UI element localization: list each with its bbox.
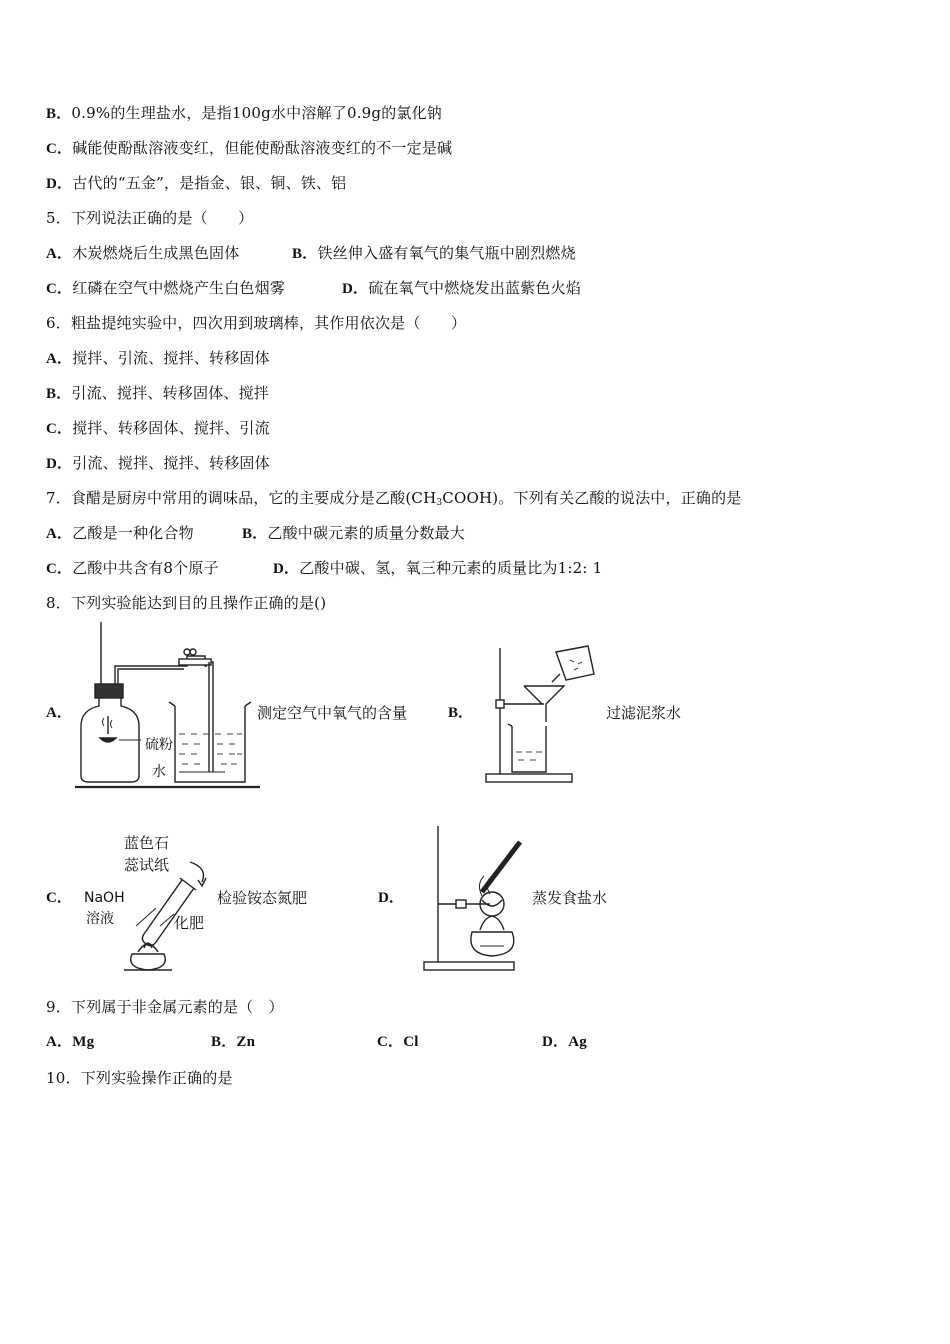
option-text: 搅拌、转移固体、搅拌、引流 <box>72 419 270 437</box>
option-text: 红磷在空气中燃烧产生白色烟雾 <box>72 279 286 297</box>
option-label: C． <box>46 421 73 437</box>
q7-stem-subscript: 3 <box>436 498 443 508</box>
option-text: 木炭燃烧后生成黑色固体 <box>72 244 240 262</box>
option-text: 乙酸中碳、氢，氧三种元素的质量比为1:2: 1 <box>299 559 603 577</box>
sulfur-powder-label: 硫粉 <box>145 737 173 753</box>
evaporation-apparatus <box>420 822 530 974</box>
q7-stem-part: 7．食醋是厨房中常用的调味品，它的主要成分是乙酸(CH <box>46 489 437 507</box>
q5-option-d <box>342 278 581 299</box>
q7-option-b <box>242 523 465 544</box>
water-label: 水 <box>152 764 166 780</box>
q8-option-a-label: A． <box>46 705 72 721</box>
q7-row-cd <box>46 558 746 578</box>
q8-stem: 8．下列实验能达到目的且操作正确的是() <box>46 594 327 612</box>
fertilizer-label: 化肥 <box>174 914 205 932</box>
q5-option-b <box>292 243 576 264</box>
q4-option-b <box>46 103 442 124</box>
option-text: 乙酸中碳元素的质量分数最大 <box>267 524 466 542</box>
filtration-apparatus <box>480 640 605 785</box>
q5-row-cd <box>46 278 746 298</box>
q5-option-c <box>46 278 285 299</box>
option-text: 乙酸中共含有8个原子 <box>72 559 219 577</box>
q9-option-c <box>377 1032 419 1052</box>
option-text: 引流、搅拌、转移固体、搅拌 <box>71 384 270 402</box>
option-label: B． <box>242 526 268 542</box>
option-label: A． <box>46 246 73 262</box>
option-label: A． <box>46 526 73 542</box>
option-label: B． <box>292 246 318 262</box>
q5-row-ab <box>46 243 746 263</box>
q8-option-d-caption: 蒸发食盐水 <box>532 889 608 907</box>
option-label: C． <box>46 561 73 577</box>
q8-option-b-caption: 过滤泥浆水 <box>606 704 682 722</box>
option-text: 搅拌、引流、搅拌、转移固体 <box>72 349 270 367</box>
option-label: A． <box>46 1034 73 1050</box>
option-label: C． <box>46 141 73 157</box>
litmus-label-line1: 蓝色石 <box>124 834 170 852</box>
q9-option-b <box>211 1032 255 1052</box>
option-label: A． <box>46 351 73 367</box>
q8-option-a-caption: 测定空气中氧气的含量 <box>257 704 408 722</box>
q5-stem: 5．下列说法正确的是（ ） <box>46 209 254 227</box>
option-label: C． <box>46 281 73 297</box>
option-text: 引流、搅拌、搅拌、转移固体 <box>72 454 270 472</box>
q9-stem: 9．下列属于非金属元素的是（ ） <box>46 998 284 1016</box>
q8-option-d-label: D． <box>378 890 404 906</box>
option-text: Mg <box>72 1034 95 1050</box>
q9-options <box>46 1032 666 1052</box>
option-label: D． <box>542 1034 569 1050</box>
q7-stem <box>46 488 742 513</box>
option-text: 0.9%的生理盐水，是指100g水中溶解了0.9g的氯化钠 <box>71 104 443 122</box>
q6-option-b <box>46 383 269 404</box>
option-text: 铁丝伸入盛有氧气的集气瓶中剧烈燃烧 <box>317 244 576 262</box>
option-label: D． <box>342 281 369 297</box>
q4-option-c <box>46 138 452 159</box>
option-label: D． <box>273 561 300 577</box>
q6-stem: 6．粗盐提纯实验中，四次用到玻璃棒，其作用依次是（ ） <box>46 314 467 332</box>
q7-row-ab <box>46 523 746 543</box>
option-text: 乙酸是一种化合物 <box>72 524 194 542</box>
q9-option-a <box>46 1032 94 1052</box>
q7-option-c <box>46 558 219 579</box>
q7-stem-part: COOH)。下列有关乙酸的说法中，正确的是 <box>442 489 742 507</box>
q7-option-d <box>273 558 602 579</box>
naoh-label-line1: NaOH <box>84 890 125 906</box>
q9-option-d <box>542 1032 587 1052</box>
option-text: 硫在氧气中燃烧发出蓝紫色火焰 <box>368 279 582 297</box>
q10-stem: 10．下列实验操作正确的是 <box>46 1069 233 1087</box>
oxygen-measurement-apparatus <box>75 622 260 790</box>
option-label: D． <box>46 176 73 192</box>
q8-option-b-label: B． <box>448 705 474 721</box>
q7-option-a <box>46 523 194 544</box>
ammonium-test-apparatus <box>118 850 208 975</box>
q6-option-d <box>46 453 270 474</box>
q8-option-c-caption: 检验铵态氮肥 <box>217 889 308 907</box>
option-label: C． <box>377 1034 404 1050</box>
option-label: D． <box>46 456 73 472</box>
option-text: Zn <box>236 1034 256 1050</box>
option-text: 古代的“五金”，是指金、银、铜、铁、铝 <box>72 174 347 192</box>
q6-option-a <box>46 348 270 369</box>
q8-option-c-label: C． <box>46 890 72 906</box>
q4-option-d <box>46 173 346 194</box>
option-label: B． <box>46 106 72 122</box>
option-label: B． <box>211 1034 237 1050</box>
litmus-label-line2: 蕊试纸 <box>124 856 170 874</box>
option-label: B． <box>46 386 72 402</box>
option-text: 碱能使酚酞溶液变红，但能使酚酞溶液变红的不一定是碱 <box>72 139 453 157</box>
option-text: Cl <box>403 1034 419 1050</box>
option-text: Ag <box>568 1034 587 1050</box>
q6-option-c <box>46 418 270 439</box>
naoh-label-line2: 溶液 <box>86 911 114 927</box>
q5-option-a <box>46 243 239 264</box>
